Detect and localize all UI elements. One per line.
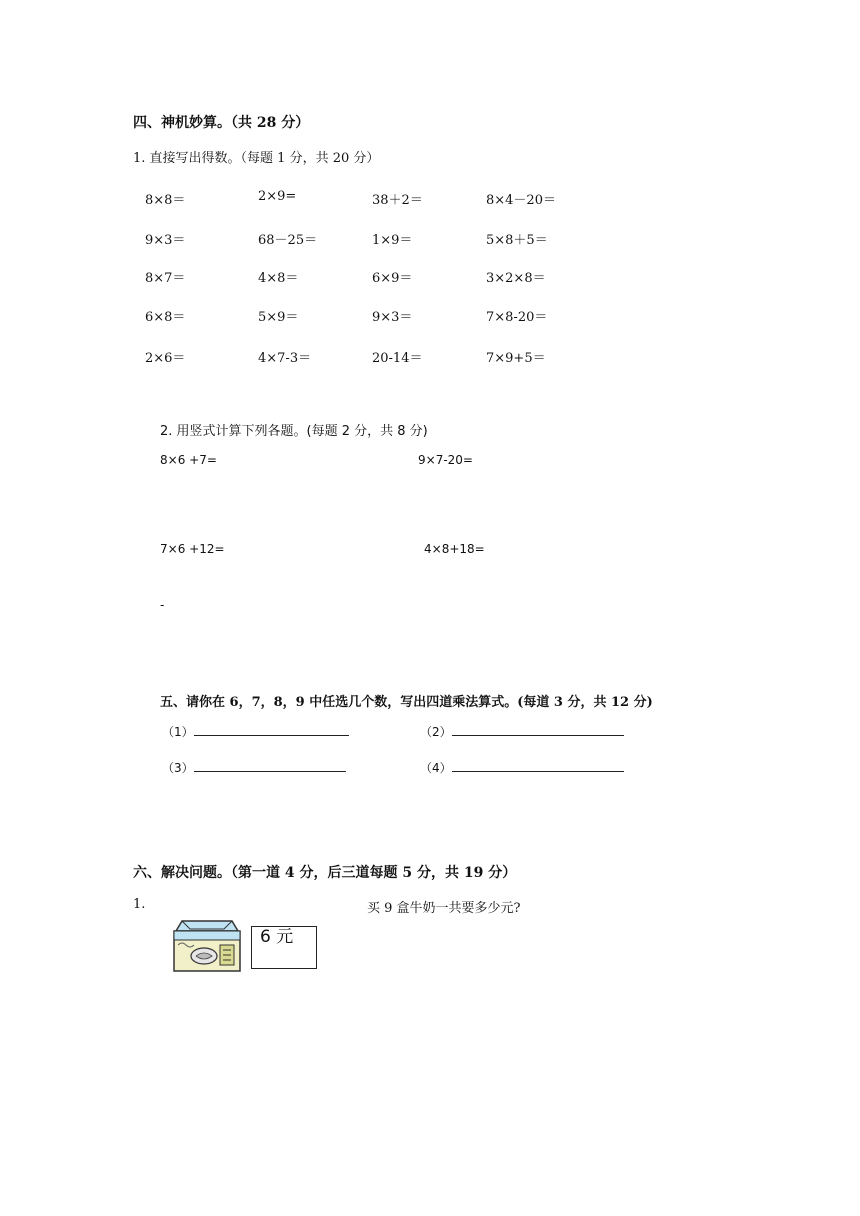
price-box: 6 元 bbox=[251, 926, 317, 969]
answer-label: （1） bbox=[162, 725, 194, 739]
calc-item: 3×2×8＝ bbox=[486, 271, 546, 286]
answer-line-3 bbox=[162, 759, 346, 776]
calc-item: 1×9＝ bbox=[372, 233, 413, 248]
calc-item: 8×8＝ bbox=[145, 193, 186, 208]
calc-item: 9×3＝ bbox=[372, 310, 413, 325]
answer-label: （2） bbox=[420, 725, 452, 739]
calc-item: 7×9+5＝ bbox=[486, 351, 546, 366]
calc-item: 2×9= bbox=[258, 189, 297, 204]
calc-item: 6×9＝ bbox=[372, 271, 413, 286]
calc-item: 7×8-20＝ bbox=[486, 310, 548, 325]
q1-title: 1. 直接写出得数。（每题 1 分，共 20 分） bbox=[133, 151, 380, 166]
problem-number: 1. bbox=[133, 897, 146, 912]
calc-item: 68－25＝ bbox=[258, 233, 318, 248]
section6-title: 六、解决问题。（第一道 4 分，后三道每题 5 分，共 19 分） bbox=[133, 865, 517, 881]
answer-line-2 bbox=[420, 723, 624, 740]
calc-item: 38＋2＝ bbox=[372, 193, 423, 208]
calc-item: 5×8＋5＝ bbox=[486, 233, 548, 248]
answer-line-1 bbox=[162, 723, 349, 740]
answer-label: （3） bbox=[162, 761, 194, 775]
answer-blank[interactable] bbox=[452, 759, 624, 772]
vertical-calc-item: 7×6 +12= bbox=[160, 542, 225, 556]
calc-item: 4×8＝ bbox=[258, 271, 299, 286]
calc-item: 8×7＝ bbox=[145, 271, 186, 286]
problem-question: 买 9 盒牛奶一共要多少元? bbox=[367, 901, 521, 916]
calc-item: 2×6＝ bbox=[145, 351, 186, 366]
calc-item: 4×7-3＝ bbox=[258, 351, 312, 366]
answer-line-4 bbox=[420, 759, 624, 776]
vertical-calc-item: 8×6 +7= bbox=[160, 453, 217, 467]
vertical-calc-item: 4×8+18= bbox=[424, 542, 485, 556]
answer-blank[interactable] bbox=[452, 723, 624, 736]
section4-title: 四、神机妙算。（共 28 分） bbox=[133, 115, 310, 131]
stray-mark: - bbox=[160, 598, 165, 612]
q2-title: 2. 用竖式计算下列各题。(每题 2 分，共 8 分) bbox=[160, 424, 428, 439]
calc-item: 5×9＝ bbox=[258, 310, 299, 325]
answer-blank[interactable] bbox=[194, 759, 346, 772]
answer-label: （4） bbox=[420, 761, 452, 775]
calc-item: 20-14＝ bbox=[372, 351, 423, 366]
calc-item: 9×3＝ bbox=[145, 233, 186, 248]
calc-item: 8×4－20＝ bbox=[486, 193, 556, 208]
section5-title: 五、请你在 6，7，8，9 中任选几个数，写出四道乘法算式。(每道 3 分，共 12 分) bbox=[160, 695, 653, 710]
answer-blank[interactable] bbox=[194, 723, 349, 736]
vertical-calc-item: 9×7-20= bbox=[418, 453, 473, 467]
milk-box-icon bbox=[170, 917, 242, 975]
calc-item: 6×8＝ bbox=[145, 310, 186, 325]
